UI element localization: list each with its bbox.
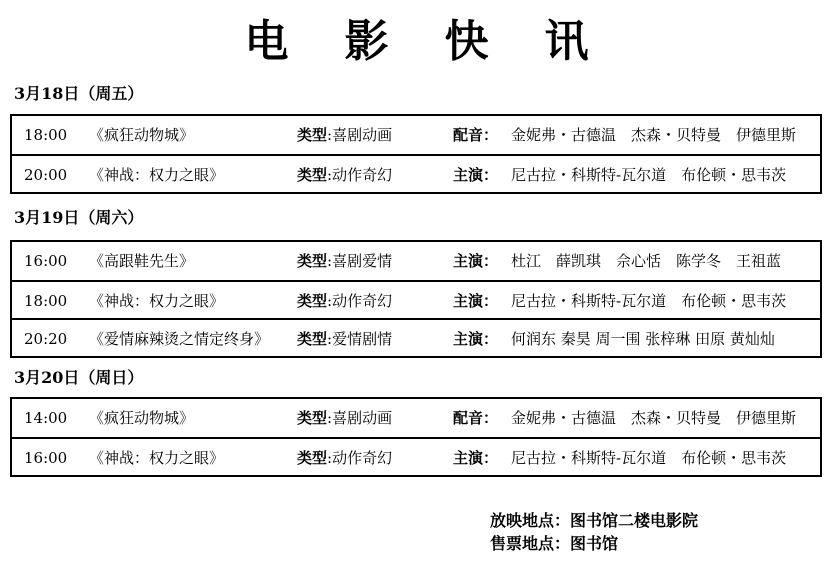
genre-value: 喜剧动画 bbox=[332, 409, 393, 427]
showtime: 20:00 bbox=[24, 166, 68, 184]
genre: 类型:喜剧动画 bbox=[297, 126, 393, 144]
film-title: 《疯狂动物城》 bbox=[89, 126, 195, 144]
film-title: 《神战：权力之眼》 bbox=[89, 449, 225, 467]
showtime: 14:00 bbox=[24, 409, 68, 427]
day-heading: 3月19日（周六） bbox=[14, 208, 144, 227]
venue-line bbox=[490, 509, 698, 532]
role-label: 配音： bbox=[453, 409, 499, 427]
film-title: 《爱情麻辣烫之情定终身》 bbox=[89, 330, 270, 348]
genre-label: 类型 bbox=[297, 126, 328, 144]
showtime: 18:00 bbox=[24, 292, 68, 310]
film-title: 《疯狂动物城》 bbox=[89, 409, 195, 427]
genre: 类型:动作奇幻 bbox=[297, 449, 393, 467]
genre-value: 爱情剧情 bbox=[332, 330, 393, 348]
cast-list: 尼古拉・科斯特-瓦尔道 布伦顿・思韦茨 bbox=[511, 166, 787, 184]
ticket-value: 图书馆 bbox=[570, 534, 619, 553]
ticket-label: 售票地点： bbox=[490, 534, 571, 553]
cast-list: 尼古拉・科斯特-瓦尔道 布伦顿・思韦茨 bbox=[511, 449, 787, 467]
table-row bbox=[12, 399, 820, 437]
genre-label: 类型 bbox=[297, 292, 328, 310]
cast-list: 金妮弗・古德温 杰森・贝特曼 伊德里斯 bbox=[511, 409, 797, 427]
page-title: 电影快讯 bbox=[244, 16, 645, 67]
role-label: 主演： bbox=[453, 449, 499, 467]
genre-label: 类型 bbox=[297, 449, 328, 467]
genre: 类型:动作奇幻 bbox=[297, 166, 393, 184]
table-row bbox=[12, 280, 820, 318]
venue-label: 放映地点： bbox=[490, 511, 571, 530]
genre: 类型:喜剧动画 bbox=[297, 409, 393, 427]
showtime: 16:00 bbox=[24, 449, 68, 467]
table-row bbox=[12, 318, 820, 356]
role-label: 主演： bbox=[453, 252, 499, 270]
footer-info bbox=[490, 509, 698, 555]
ticket-line bbox=[490, 532, 698, 555]
cast-list: 杜江 薛凯琪 佘心恬 陈学冬 王祖蓝 bbox=[511, 252, 782, 270]
film-title: 《神战：权力之眼》 bbox=[89, 166, 225, 184]
genre-value: 喜剧爱情 bbox=[332, 252, 393, 270]
showtime: 18:00 bbox=[24, 126, 68, 144]
role-label: 主演： bbox=[453, 166, 499, 184]
schedule-table bbox=[10, 240, 822, 358]
genre-label: 类型 bbox=[297, 330, 328, 348]
schedule-table bbox=[10, 397, 822, 477]
film-title: 《神战：权力之眼》 bbox=[89, 292, 225, 310]
role-label: 配音： bbox=[453, 126, 499, 144]
schedule-table bbox=[10, 114, 822, 194]
cast-list: 何润东 秦昊 周一围 张梓琳 田原 黄灿灿 bbox=[511, 330, 775, 348]
table-row bbox=[12, 437, 820, 475]
genre-label: 类型 bbox=[297, 166, 328, 184]
genre: 类型:喜剧爱情 bbox=[297, 252, 393, 270]
genre: 类型:动作奇幻 bbox=[297, 292, 393, 310]
role-label: 主演： bbox=[453, 292, 499, 310]
cast-list: 尼古拉・科斯特-瓦尔道 布伦顿・思韦茨 bbox=[511, 292, 787, 310]
table-row bbox=[12, 154, 820, 192]
genre-value: 动作奇幻 bbox=[332, 166, 393, 184]
genre-value: 动作奇幻 bbox=[332, 292, 393, 310]
genre-value: 喜剧动画 bbox=[332, 126, 393, 144]
venue-value: 图书馆二楼电影院 bbox=[570, 511, 699, 530]
showtime: 20:20 bbox=[24, 330, 68, 348]
genre-value: 动作奇幻 bbox=[332, 449, 393, 467]
genre: 类型:爱情剧情 bbox=[297, 330, 393, 348]
table-row bbox=[12, 242, 820, 280]
table-row bbox=[12, 116, 820, 154]
showtime: 16:00 bbox=[24, 252, 68, 270]
day-heading: 3月20日（周日） bbox=[14, 368, 144, 387]
day-heading: 3月18日（周五） bbox=[14, 84, 144, 103]
genre-label: 类型 bbox=[297, 409, 328, 427]
role-label: 主演： bbox=[453, 330, 499, 348]
cast-list: 金妮弗・古德温 杰森・贝特曼 伊德里斯 bbox=[511, 126, 797, 144]
film-title: 《高跟鞋先生》 bbox=[89, 252, 195, 270]
genre-label: 类型 bbox=[297, 252, 328, 270]
